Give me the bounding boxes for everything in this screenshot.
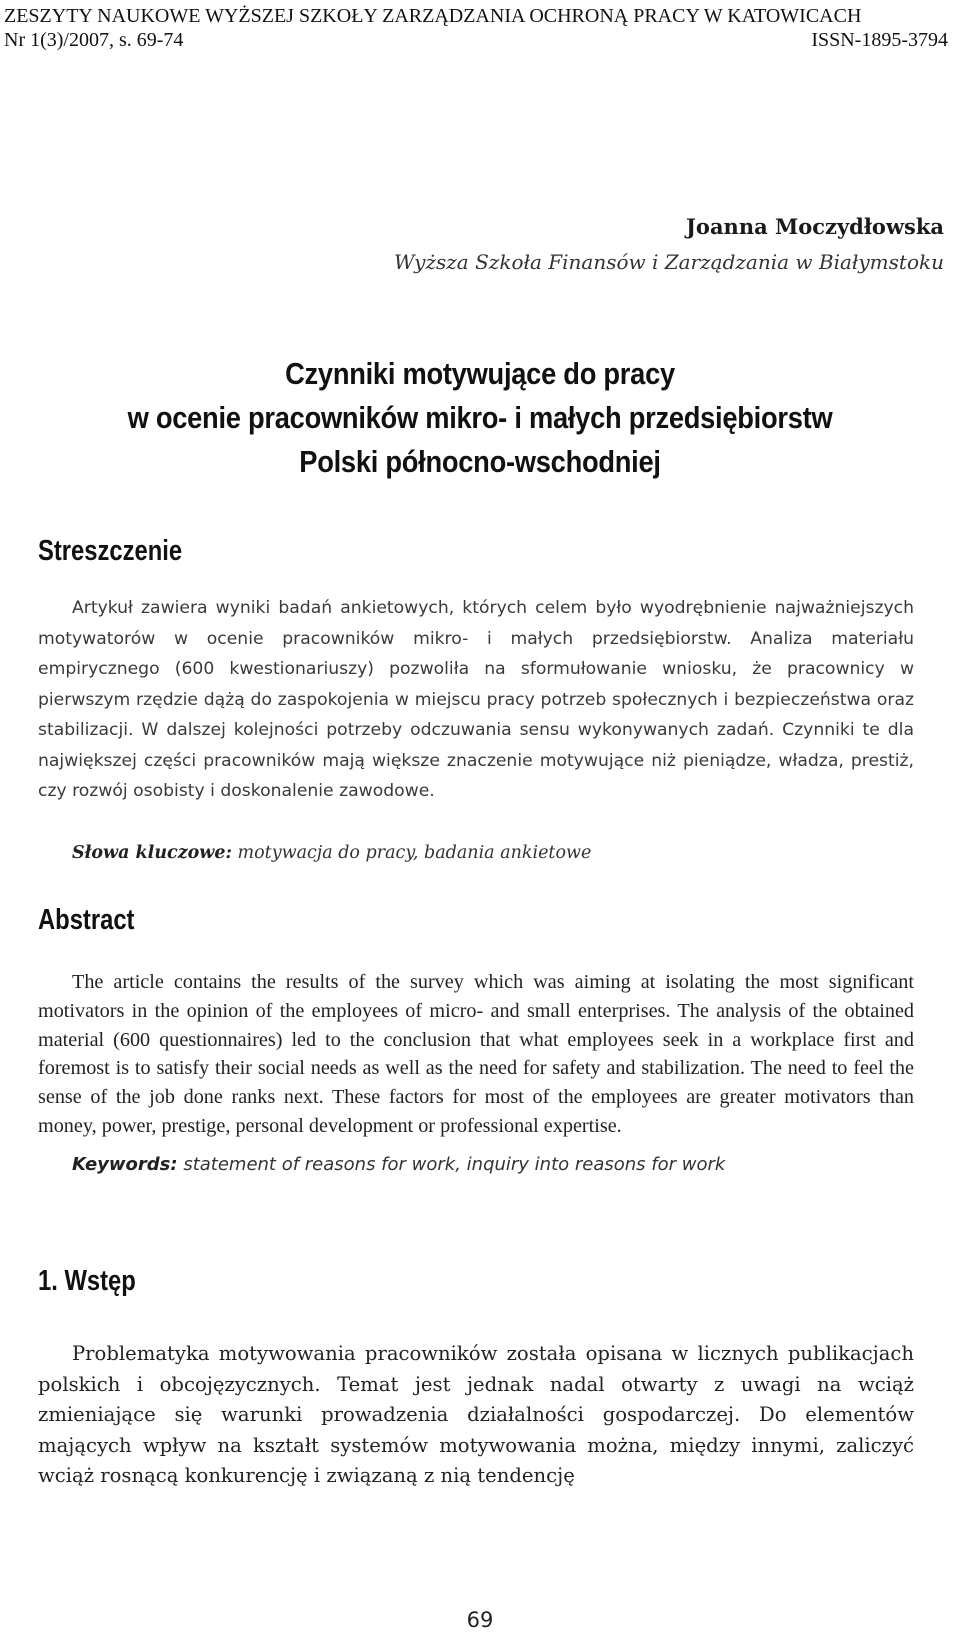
- abstract-text: The article contains the results of the survey which was aiming at isolating the most significant motivators in the opinion of the employees of micro- and small enterprises. The analysis of the obtained material (600 questionnaires) led to the conclusion that what employees seek in a workplace first and foremost is to satisfy their social needs as well as the need for safety and stabilization. The need to feel the sense of the job done ranks next. These factors for most of the employees are greater motivators than money, power, prestige, personal development or professional expertise.: [38, 971, 914, 1137]
- issue-line: [4, 28, 948, 52]
- abstract-keywords: [72, 1152, 932, 1178]
- article-title: [58, 352, 903, 484]
- title-line-2: w ocenie pracowników mikro- i małych przedsiębiorstw: [127, 400, 833, 435]
- section-1-text: Problematyka motywowania pracowników została opisana w licznych publikacjach polskich i obcojęzycznych. Temat jest jednak nadal otwarty z uwagi na wciąż zmieniające się warunki prowadzenia działalności gospodarczej. Do elementów mających wpływ na kształt systemów motywowania można, między innymi, zaliczyć wciąż rosnącą konkurencję i związaną z nią tendencję: [38, 1342, 914, 1488]
- author-block: [394, 213, 944, 277]
- author-name: Joanna Moczydłowska: [686, 214, 944, 239]
- page-number: 69: [466, 1608, 494, 1632]
- streszczenie-text: Artykuł zawiera wyniki badań ankietowych, których celem było wyodrębnienie najważniejszych motywatorów w ocenie pracowników mikro- i małych przedsiębiorstw. Analiza materiału empirycznego (600 kwestionariuszy) pozwoliła na sformułowanie wniosku, że pracownicy w pierwszym rzędzie dążą do zaspokojenia w miejscu pracy potrzeb społecznych i bezpieczeństwa oraz stabilizacji. W dalszej kolejności potrzeby odczuwania sensu wykonywanych zadań. Czynniki te dla największej części pracowników mają większe znaczenie motywujące niż pieniądze, władza, prestiż, czy rozwój osobisty i doskonalenie zawodowe.: [38, 598, 914, 801]
- section-1-heading: 1. Wstęp: [38, 1265, 136, 1297]
- keywords-en: statement of reasons for work, inquiry into reasons for work: [183, 1154, 726, 1175]
- abstract-heading: Abstract: [38, 904, 135, 936]
- issn: ISSN-1895-3794: [811, 29, 948, 51]
- title-line-1: Czynniki motywujące do pracy: [285, 356, 675, 391]
- keywords-label-pl: Słowa kluczowe:: [72, 843, 232, 863]
- title-line-3: Polski północno-wschodniej: [299, 444, 661, 479]
- author-affiliation: Wyższa Szkoła Finansów i Zarządzania w Białymstoku: [394, 250, 944, 274]
- streszczenie-heading: Streszczenie: [38, 535, 183, 567]
- keywords-pl: motywacja do pracy, badania ankietowe: [237, 843, 592, 863]
- keywords-label-en: Keywords:: [72, 1154, 178, 1175]
- streszczenie-keywords: [72, 840, 932, 866]
- journal-header: ZESZYTY NAUKOWE WYŻSZEJ SZKOŁY ZARZĄDZANIA OCHRONĄ PRACY W KATOWICACH: [4, 5, 862, 27]
- issue-info: Nr 1(3)/2007, s. 69-74: [4, 29, 184, 51]
